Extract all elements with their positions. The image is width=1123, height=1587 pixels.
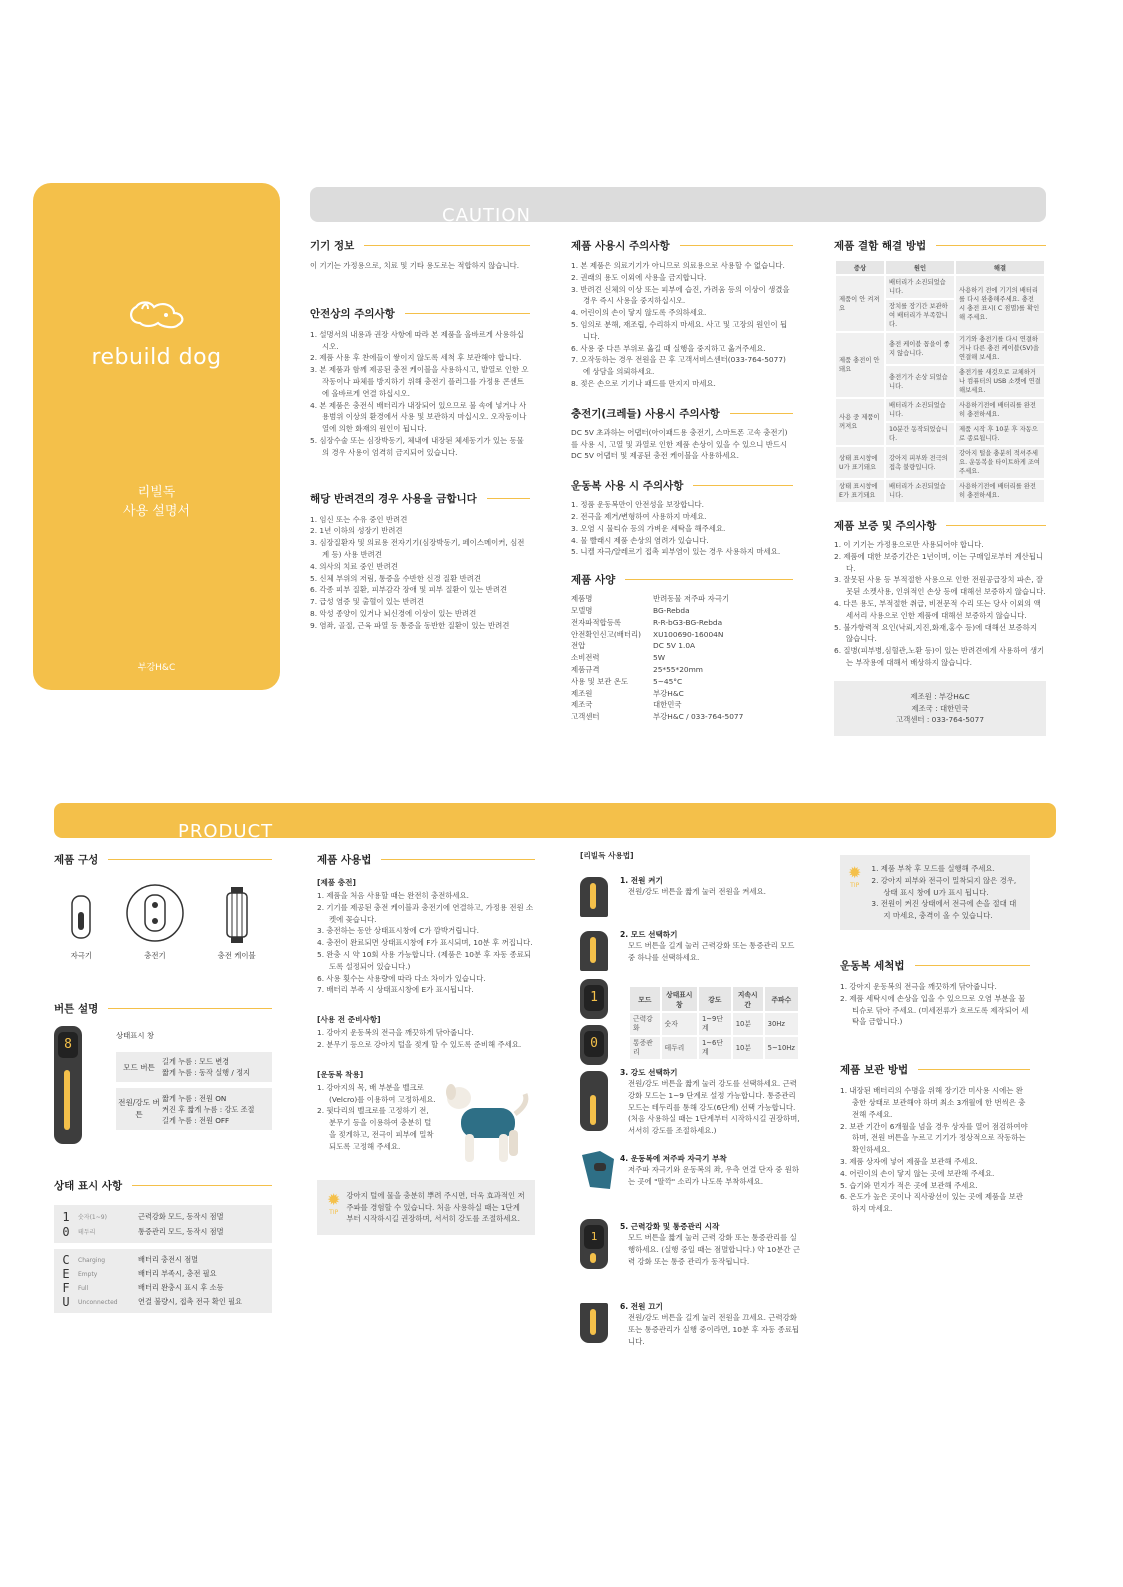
wear-subtitle: [운동복 착용] xyxy=(317,1069,364,1079)
table-cell: 사용 중 제품이 꺼져요 xyxy=(835,398,885,446)
table-row xyxy=(835,398,1045,422)
step-title: 4. 운동복에 저주파 자극기 부착 xyxy=(620,1154,727,1163)
list-item: 1. 본 제품은 의료기기가 아니므로 의료용으로 사용할 수 없습니다. xyxy=(571,261,785,270)
status-symbol: 1 xyxy=(62,1209,70,1224)
caution-col-2 xyxy=(571,238,793,723)
washing-list xyxy=(840,981,1030,1028)
caution-banner-label: CAUTION xyxy=(442,205,531,226)
list-item: 5. 임의로 분해, 재조립, 수리하지 마세요. 사고 및 고장의 원인이 됩니다. xyxy=(571,319,788,341)
list-item: 4. 충전이 완료되면 상태표시창에 F가 표시되며, 10분 후 꺼집니다. xyxy=(317,938,533,948)
list-item: 8. 젖은 손으로 기기나 패드를 만지지 마세요. xyxy=(571,378,716,388)
spec-row: 사용 및 보관 온도 5~45°C xyxy=(571,676,683,686)
step-5 xyxy=(580,1219,798,1289)
step-text: 전원/강도 버튼을 길게 눌러 전원을 끄세요. 근력강화 또는 통증관리가 실행 중이라면, 10분 후 자동 종료됩니다. xyxy=(628,1313,799,1346)
table-header-row: 모드 상태표시창 강도 지속시간 주파수 xyxy=(629,986,799,1012)
step-text: 전원/강도 버튼을 짧게 눌러 강도를 선택하세요. 근력강화 모드는 1~9 단계로 설정 가능합니다. 통증관리 모드는 테두리를 통해 강도(6단계) 선택 가능합니다. (처음 사용하실 때는 1단계부터 시작하시길 권장하며, 서서히 강도를 조절하세요.) xyxy=(628,1079,800,1136)
step-title: 1. 전원 켜기 xyxy=(620,876,663,885)
list-item: 9. 염좌, 골절, 근육 파열 등 통증을 동반한 질환이 있는 반려견 xyxy=(310,620,510,630)
country-line: 제조국 : 대한민국 xyxy=(911,703,969,713)
tip-list xyxy=(871,863,1022,922)
list-item: 3. 오염 시 물티슈 등의 가벼운 세탁을 해주세요. xyxy=(571,523,726,533)
table-cell: 배터리가 소진되었습니다. xyxy=(885,479,955,503)
part-charger: 충전기 xyxy=(125,883,185,961)
status-symbol: E xyxy=(62,1267,70,1281)
table-cell: 강아지 털을 충분히 적셔주세요. 운동복을 타이트하게 조여주세요. xyxy=(955,446,1045,479)
storage-title: 제품 보관 방법 xyxy=(840,1062,1030,1077)
status-row: E Empty 배터리 부족시, 충전 필요 xyxy=(54,1267,272,1281)
list-item: 6. 질병(피부병,심혈관,노환 등)이 있는 반려견에게 사용하여 생기는 부작용에 대해서 배상하지 않습니다. xyxy=(834,646,1045,667)
list-item: 1. 이 기기는 가정용으로만 사용되어야 합니다. xyxy=(834,540,984,549)
list-item: 1. 제품 부착 후 모드를 실행해 주세요. xyxy=(871,864,995,873)
list-item: 5. 불가항력적 요인(낙뢰,지진,화재,홍수 등)에 대해선 보증하지 않습니다. xyxy=(834,622,1037,644)
step-text: 전원/강도 버튼을 짧게 눌러 전원을 켜세요. xyxy=(628,887,766,896)
product-col-4 xyxy=(840,855,1030,1215)
lightbulb-icon: ✹ TIP xyxy=(327,1189,341,1216)
cover-panel xyxy=(33,183,280,690)
charger-caution-title: 충전기(크레들) 사용시 주의사항 xyxy=(571,406,793,421)
list-item: 7. 급성 염증 및 출혈이 있는 반려견 xyxy=(310,597,424,607)
mode-desc-line: 짧게 누름 : 동작 실행 / 정지 xyxy=(162,1068,250,1077)
status-row: U Unconnected 연결 불량시, 접촉 전극 확인 필요 xyxy=(54,1295,272,1309)
list-item: 1. 강아지 운동복의 전극을 깨끗하게 닦아줍니다. xyxy=(317,1028,474,1038)
status-row: F Full 배터리 완충시 표시 후 소등 xyxy=(54,1281,272,1295)
part-stimulator: 자극기 xyxy=(70,894,92,961)
product-col-2 xyxy=(317,852,535,1235)
list-item: 3. 전원이 켜진 상태에서 전극에 손을 절대 대지 마세요, 충격이 올 수 있습니다. xyxy=(871,899,1017,921)
step-1 xyxy=(580,867,798,913)
service-line: 고객센터 : 033-764-5077 xyxy=(895,715,985,725)
spec-row: 전압 DC 5V 1.0A xyxy=(571,641,696,651)
manual-title-line1: 리빌독 xyxy=(137,485,176,500)
storage-list xyxy=(840,1085,1030,1215)
product-banner-label: PRODUCT xyxy=(178,821,274,842)
prohibited-list xyxy=(310,514,530,632)
list-item: 2. 1년 이하의 성장기 반려견 xyxy=(310,526,403,536)
list-item: 7. 배터리 부족 시 상태표시창에 E가 표시됩니다. xyxy=(317,985,474,995)
usage-tip-box xyxy=(840,855,1030,930)
spec-row: 제품규격 25*55*20mm xyxy=(571,664,704,674)
table-row: 통증관리 테두리 1~6단계 10분 5~10Hz xyxy=(629,1036,799,1060)
status-row: C Charging 배터리 충전시 점멸 xyxy=(54,1253,272,1267)
warranty-list xyxy=(834,539,1046,669)
table-cell: 충전기를 새것으로 교체하거나 컴퓨터의 USB 소켓에 연결해보세요. xyxy=(955,365,1045,398)
step-text: 모드 버튼을 짧게 눌러 근력 강화 또는 통증관리를 실행하세요. (실행 중일 때는 점멸합니다.) 약 10분간 근력 강화 또는 통증 관리가 동작됩니다. xyxy=(628,1233,800,1266)
list-item: 1. 설명서의 내용과 권장 사항에 따라 본 제품을 올바르게 사용하십시오. xyxy=(310,329,524,351)
prep-list xyxy=(317,1027,535,1051)
step-text: 저주파 자극기와 운동복의 좌, 우측 연결 단자 중 원하는 곳에 "딸깍" 소리가 나도록 부착하세요. xyxy=(628,1165,800,1186)
table-cell: 충전기가 손상 되었습니다. xyxy=(885,365,955,398)
table-cell: 기기와 충전기를 다시 연결하거나 다른 충전 케이블(5V)을 연결해 보세요. xyxy=(955,332,1045,365)
list-item: 2. 기기를 제공된 충전 케이블과 충전기에 연결하고, 가정용 전원 소켓에 꽂습니다. xyxy=(317,902,534,924)
step-title: 6. 전원 끄기 xyxy=(620,1302,663,1311)
table-cell: 장치를 장기간 보관하여 배터리가 부족합니다. xyxy=(885,299,955,332)
spec-row: 고객센터 부강H&C / 033-764-5077 xyxy=(571,712,744,722)
status-title: 상태 표시 사항 xyxy=(54,1178,272,1193)
list-item: 2. 권래의 용도 이외에 사용을 금지합니다. xyxy=(571,272,707,282)
wear-section xyxy=(317,1082,535,1166)
howto-tip-box xyxy=(317,1180,535,1235)
spec-row: 안전확인신고(배터리) XU100690-16004N xyxy=(571,629,724,639)
status-row: 0 테두리 통증관리 모드, 동작시 점멸 xyxy=(54,1224,272,1239)
product-col-1 xyxy=(54,852,272,1313)
troubleshoot-table xyxy=(834,259,1046,504)
step-text: 모드 버튼을 길게 눌러 근력강화 또는 통증관리 모드 중 하나를 선택하세요. xyxy=(628,941,795,962)
dog-in-suit-image xyxy=(437,1082,533,1166)
table-row xyxy=(835,275,1045,299)
list-item: 1. 정품 운동복만이 안전성을 보장합니다. xyxy=(571,500,705,510)
caution-banner xyxy=(310,187,1046,226)
table-cell: 10분간 동작되었습니다. xyxy=(885,422,955,446)
brand-name: rebuild dog xyxy=(91,345,222,370)
status-symbol: C xyxy=(62,1253,70,1267)
mode-desc-line: 길게 누름 : 모드 변경 xyxy=(162,1057,230,1066)
table-cell: 사용하기전에 배터리를 완전히 충전하세요. xyxy=(955,398,1045,422)
caution-col-1 xyxy=(310,238,530,632)
charge-list xyxy=(317,890,535,996)
safety-list xyxy=(310,329,530,459)
list-item: 6. 각종 피부 질환, 피부감각 장애 및 피부 질환이 있는 반려견 xyxy=(310,585,508,595)
list-item: 4. 다른 용도, 부적절한 취급, 비전문적 수리 또는 당사 이외의 액세서리 사용으로 인한 제품에 대해선 보증하지 않습니다. xyxy=(834,598,1041,620)
washing-title: 운동복 세척법 xyxy=(840,958,1030,973)
list-item: 3. 충전하는 동안 상태표시창에 C가 깜박거립니다. xyxy=(317,926,479,936)
list-item: 5. 완충 시 약 10회 사용 가능합니다. (제품은 10분 후 자동 종료되도록 설정되어 있습니다.) xyxy=(317,949,532,971)
specs-title: 제품 사양 xyxy=(571,572,793,587)
maker-info-box xyxy=(834,681,1046,736)
step-2 xyxy=(580,921,798,973)
list-item: 1. 내장된 배터리의 수명을 위해 장기간 미사용 시에는 완충한 상태로 보관해야 하며 최소 3개월에 한 번씩은 충전해 주세요. xyxy=(840,1086,1026,1119)
cover-maker: 부강H&C xyxy=(137,663,176,673)
mode-button-box xyxy=(116,1052,272,1082)
list-item: 3. 본 제품과 함께 제공된 충전 케이블을 사용하시고, 발열로 인한 오작동이나 파체를 방지하기 위해 충전기 플러그를 가정용 콘센트에 올바르게 연결 하십시오. xyxy=(310,365,529,398)
suit-attach-icon xyxy=(580,1149,616,1193)
list-item: 7. 오작동하는 경우 전원을 끈 후 고객서비스센터(033-764-5077)에 상담을 의뢰하세요. xyxy=(571,355,786,377)
table-cell: 상태 표시창에 U가 표기돼요 xyxy=(835,446,885,479)
table-cell: 배터리가 소진되었습니다. xyxy=(885,275,955,299)
spec-row: 모델명 BG-Rebda xyxy=(571,605,690,615)
table-header: 원인 xyxy=(885,260,955,275)
power-button-label: 전원/강도 버튼 xyxy=(118,1098,160,1119)
list-item: 2. 제품 세탁시에 손상을 입을 수 있으므로 오염 부분을 물티슈로 닦아 주세요. (미세전류가 흐르도록 제작되어 세탁을 금합니다.) xyxy=(840,993,1029,1027)
charge-subtitle: [제품 충전] xyxy=(317,878,356,887)
power-desc-line: 짧게 누름 : 전원 ON xyxy=(162,1093,227,1103)
list-item: 3. 심장질환자 및 의료용 전자기기(심장박동기, 페이스메이커, 심전계 등) 사용 반려견 xyxy=(310,538,525,559)
mode-button-label: 모드 버튼 xyxy=(123,1062,155,1072)
power-button-box xyxy=(116,1088,272,1130)
device-info-text: 이 기기는 가정용으로, 치료 및 기타 용도로는 적합하지 않습니다. xyxy=(310,261,520,270)
specs-table xyxy=(571,593,793,723)
table-cell: 강아지 피부와 전극의 접촉 불량입니다. xyxy=(885,446,955,479)
caution-col-3 xyxy=(834,238,1046,736)
table-cell: 제품이 안 켜져요 xyxy=(835,275,885,332)
device-icon xyxy=(580,931,608,971)
device-info-title: 기기 정보 xyxy=(310,238,530,253)
list-item: 8. 악성 종양이 있거나 뇌신경에 이상이 있는 반려견 xyxy=(310,608,477,618)
status-symbol: F xyxy=(62,1281,70,1295)
list-item: 4. 물 빨래시 제품 손상의 염려가 있습니다. xyxy=(571,535,709,545)
list-item: 6. 사용 횟수는 사용량에 따라 다소 차이가 있습니다. xyxy=(317,973,486,983)
spec-row: 제품명 반려동물 저주파 자극기 xyxy=(571,594,730,604)
status-row: 1 숫자(1~9) 근력강화 모드, 동작시 점멸 xyxy=(54,1209,272,1224)
list-item: 1. 강아지 운동복의 전극을 깨끗하게 닦아줍니다. xyxy=(840,981,997,991)
spec-row: 제조국 대한민국 xyxy=(571,700,682,710)
device-icon xyxy=(580,1071,608,1131)
spec-row: 제조원 부강H&C xyxy=(571,688,684,698)
list-item: 1. 강아지의 목, 배 부분을 벨크로(Velcro)를 이용하여 고정하세요. xyxy=(317,1082,436,1104)
list-item: 3. 반려견 신체의 이상 또는 피부에 습진, 가려움 등의 이상이 생겼을 경우 즉시 사용을 중지하십시오. xyxy=(571,284,790,306)
spec-row: 전자파적합등록 R-R-bG3-BG-Rebda xyxy=(571,617,723,627)
step-3 xyxy=(580,979,800,1136)
list-item: 4. 의사의 치료 중인 반려견 xyxy=(310,561,398,571)
step-6 xyxy=(580,1293,798,1353)
list-item: 2. 뒷다리의 벨크로를 고정하기 전, 분무기 등을 이용하여 충분히 털을 젖게하고, 전극이 피부에 밀착되도록 고정해 주세요. xyxy=(317,1106,434,1151)
table-cell: 제품 충전이 안 돼요 xyxy=(835,332,885,398)
power-slot-icon xyxy=(64,1070,70,1130)
status-group-1 xyxy=(54,1205,272,1243)
device-icon: 1 xyxy=(580,1219,608,1269)
device-icon xyxy=(580,1303,608,1343)
status-group-2 xyxy=(54,1249,272,1313)
maker-line: 제조원 : 부강H&C xyxy=(910,691,970,701)
list-item: 4. 어린이의 손이 닿지 않는 곳에 보관해 주세요. xyxy=(840,1168,995,1178)
step-4 xyxy=(580,1149,798,1209)
brand-logo xyxy=(33,293,280,370)
status-symbol: U xyxy=(62,1295,70,1309)
list-item: 3. 잘못된 사용 등 부적절한 사용으로 인한 전원공급장치 파손, 잘못된 소켓사용, 인위적인 손상 등에 대해선 보증하지 않습니다. xyxy=(834,575,1046,597)
table-cell: 사용하기 전에 기기의 배터리를 다시 완충해주세요. 충전 시 충전 표시( C 점멸)를 확인해 주세요. xyxy=(955,275,1045,332)
list-item: 1. 제품을 처음 사용할 때는 완전히 충전하세요. xyxy=(317,891,470,900)
table-cell: 충전 케이블 꼽을이 좋지 않습니다. xyxy=(885,332,955,365)
stimulator-icon xyxy=(70,894,92,940)
table-header-row xyxy=(835,260,1045,275)
steps-title: [리빌독 사용법] xyxy=(580,851,634,860)
list-item: 5. 심장수술 또는 심장박동기, 체내에 내장된 체세동기가 있는 동물의 경우 사용이 엄격히 금지되어 있습니다. xyxy=(310,435,524,457)
device-illustration xyxy=(54,1026,82,1144)
part-cable: 충전 케이블 xyxy=(218,887,256,961)
list-item: 2. 보관 기간이 6개월을 넘을 경우 상자를 열어 점검하여야 하며, 전원 버튼을 누르고 기기가 정상적으로 작동하는 확인하세요. xyxy=(840,1121,1028,1155)
list-item: 2. 분무기 등으로 강아지 털을 젖게 할 수 있도록 준비해 주세요. xyxy=(317,1039,522,1049)
list-item: 2. 제품에 대한 보증기간은 1년이며, 이는 구매일로부터 계산됩니다. xyxy=(834,551,1044,573)
display-one-icon: 1 xyxy=(580,979,608,1019)
step-title: 5. 근력강화 및 통증관리 시작 xyxy=(620,1222,720,1231)
button-diagram xyxy=(54,1026,272,1146)
status-window-label: 상태표시 창 xyxy=(116,1031,155,1040)
suit-caution-list xyxy=(571,499,793,558)
list-item: 4. 본 제품은 충전식 배터리가 내장되어 있으므로 불 속에 넣거나 사용범위 이상의 환경에서 사용 및 보관하지 마십시오. 오작동이나 열에 의한 화재의 원인이 됩니다. xyxy=(310,400,527,434)
display-zero-icon: 0 xyxy=(580,1025,608,1065)
step-title: 3. 강도 선택하기 xyxy=(620,1068,678,1077)
list-item: 2. 강아지 피부와 전극이 밀착되지 않은 경우, 상태 표시 창에 U가 표시 됩니다. xyxy=(871,875,1017,897)
list-item: 5. 습기와 먼지가 적은 곳에 보관해 주세요. xyxy=(840,1180,978,1190)
mode-table xyxy=(628,985,800,1061)
table-header: 해결 xyxy=(955,260,1045,275)
list-item: 2. 전극을 제거/변형하여 사용하지 마세요. xyxy=(571,511,707,521)
manual-title xyxy=(33,483,280,521)
safety-title: 안전상의 주의사항 xyxy=(310,306,530,321)
device-icon xyxy=(580,877,608,917)
table-cell: 상태 표시창에 E가 표기돼요 xyxy=(835,479,885,503)
list-item: 6. 사용 중 다른 부위로 옮길 때 실행을 중지하고 옮겨주세요. xyxy=(571,343,766,353)
howto-title: 제품 사용법 xyxy=(317,852,535,867)
howto-tip-text: 강아지 털에 물을 충분히 뿌려 주시면, 더욱 효과적인 저주파를 경험할 수 있습니다. 처음 사용하실 때는 1단계부터 시작하시길 권장하며, 서서히 강도를 조절하세요. xyxy=(346,1190,525,1224)
manual-title-line2: 사용 설명서 xyxy=(123,504,190,519)
dog-logo-icon xyxy=(122,293,192,339)
product-banner xyxy=(54,803,1056,842)
table-row: 근력강화 숫자 1~9단계 10분 30Hz xyxy=(629,1012,799,1036)
product-col-3 xyxy=(580,850,798,1353)
spec-row: 소비전력 5W xyxy=(571,653,666,663)
power-desc-line: 켜진 후 짧게 누름 : 강도 조절 xyxy=(162,1104,255,1114)
warranty-title: 제품 보증 및 주의사항 xyxy=(834,518,1046,533)
usage-caution-title: 제품 사용시 주의사항 xyxy=(571,238,793,253)
list-item: 6. 온도가 높은 곳이나 직사광선이 있는 곳에 제품을 보관하지 마세요. xyxy=(840,1192,1023,1214)
display-icon: 8 xyxy=(58,1032,78,1058)
composition-title: 제품 구성 xyxy=(54,852,272,867)
table-header: 증상 xyxy=(835,260,885,275)
power-desc-line: 길게 누름 : 전원 OFF xyxy=(162,1115,230,1125)
usage-caution-list xyxy=(571,260,793,390)
cable-icon xyxy=(224,887,250,943)
list-item: 5. 니켈 자극/알레르기 접촉 피부염이 있는 경우 사용하지 마세요. xyxy=(571,547,781,557)
step-title: 2. 모드 선택하기 xyxy=(620,930,678,939)
composition-parts xyxy=(54,883,272,961)
table-row xyxy=(835,446,1045,479)
status-symbol: 0 xyxy=(62,1224,70,1239)
list-item: 4. 어린이의 손이 닿지 않도록 주의하세요. xyxy=(571,308,707,318)
wear-list xyxy=(317,1082,437,1166)
charger-caution-text: DC 5V 초과하는 어댑터(아이패드용 충전기, 스마트폰 고속 충전기)를 사용 시, 고열 및 과열로 인한 제품 손상이 있을 수 있으니 반드시 DC 5V 어댑터 및 제공된 충전 케이블을 사용하세요. xyxy=(571,427,788,461)
table-cell: 사용하기전에 배터리를 완전히 충전하세요. xyxy=(955,479,1045,503)
suit-caution-title: 운동복 사용 시 주의사항 xyxy=(571,478,793,493)
table-row xyxy=(835,332,1045,365)
lightbulb-icon: ✹ TIP xyxy=(848,863,862,889)
troubleshoot-title: 제품 결함 해결 방법 xyxy=(834,238,1046,253)
prohibited-title: 해당 반려견의 경우 사용을 금합니다 xyxy=(310,491,530,506)
table-cell: 배터리가 소진되었습니다. xyxy=(885,398,955,422)
table-cell: 제품 시작 후 10분 후 자동으로 종료됩니다. xyxy=(955,422,1045,446)
table-row xyxy=(835,479,1045,503)
list-item: 1. 임신 또는 수유 중인 반려견 xyxy=(310,514,408,524)
prep-subtitle: [사용 전 준비사항] xyxy=(317,1015,381,1025)
list-item: 3. 제품 상자에 넣어 제품을 보관해 주세요. xyxy=(840,1156,978,1166)
charger-icon xyxy=(125,883,185,943)
list-item: 2. 제품 사용 후 찬에들이 쌓이지 않도록 세척 후 보관해야 합니다. xyxy=(310,353,522,363)
list-item: 5. 신체 부위의 저림, 통증을 수반한 신경 질환 반려견 xyxy=(310,573,481,583)
buttons-title: 버튼 설명 xyxy=(54,1001,272,1016)
